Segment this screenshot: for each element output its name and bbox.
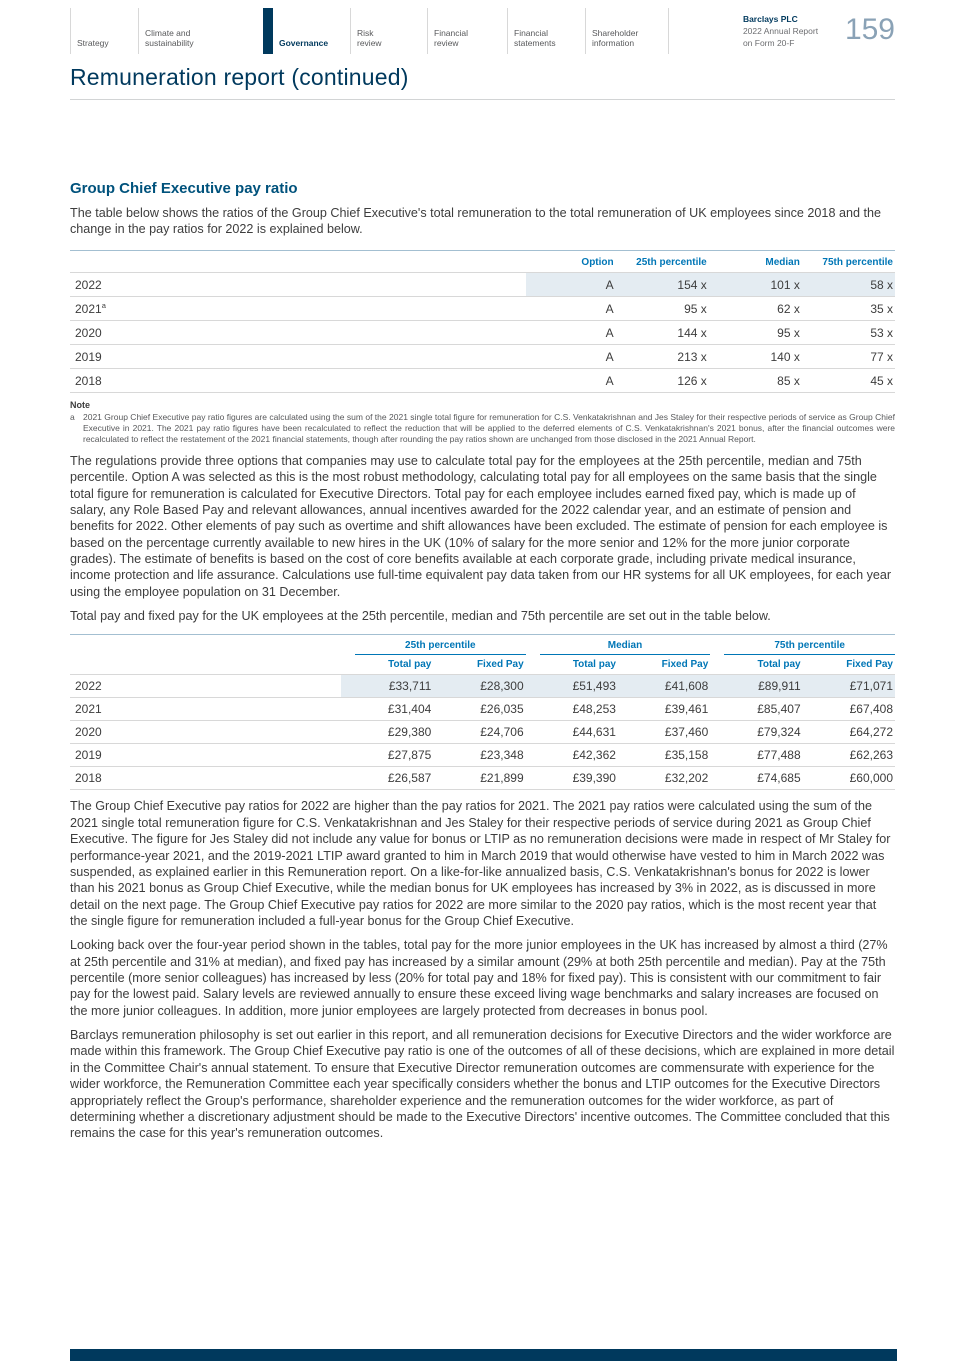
table-row [70,272,895,296]
value-cell: 95 x [616,296,709,320]
year-cell: 2020 [70,721,341,744]
value-cell: £23,348 [433,744,525,767]
value-cell: £24,706 [433,721,525,744]
table-row [70,767,895,790]
nav-tab-label: Strategy [77,38,109,49]
footnote-marker: a [101,300,106,310]
table-row [70,744,895,767]
value-cell: A [526,344,616,368]
value-cell: £39,461 [618,698,710,721]
empty-header-cell [70,635,341,656]
value-cell: 213 x [616,344,709,368]
nav-tab-financial-review[interactable] [427,8,507,54]
value-cell: £62,263 [803,744,895,767]
table-row [70,320,895,344]
value-cell: £35,158 [618,744,710,767]
value-cell: 126 x [616,368,709,392]
value-cell: £32,202 [618,767,710,790]
value-cell: £21,899 [433,767,525,790]
footnote-text: 2021 Group Chief Executive pay ratio figures are calculated using the sum of the 2021 single total figure for remuneration for C.S. Venkatakrishnan and Jes Staley for their respective periods of service as Group Chief Executive in 2021. The 2021 pay ratio figures have been recalculated to reflect the reduction that will be applied to the deferred elements of C.S. Venkatakrishnan's 2021 bonus, after the financial outcomes were recalculated to reflect the restatement of the 2021 financial statements, though after rounding the pay ratios shown are unchanged from those disclosed in the 2021 Annual Report. [83,411,895,444]
nav-tab-risk-review[interactable] [350,8,427,54]
column-header-fixed-pay: Fixed Pay [618,655,710,675]
column-header-25th: 25th percentile [616,250,709,272]
column-header-total-pay: Total pay [341,655,433,675]
brand-name: Barclays PLC [742,14,798,24]
year-cell: 2018 [70,767,341,790]
value-cell: £79,324 [710,721,802,744]
footnote-section [70,400,895,445]
year-cell: 2021$^a$ [70,296,526,320]
value-cell: £74,685 [710,767,802,790]
value-cell: £37,460 [618,721,710,744]
value-cell: £85,407 [710,698,802,721]
value-cell: £60,000 [803,767,895,790]
body-paragraph: Looking back over the four-year period shown in the tables, total pay for the more junior employees in the UK has increased by almost a third (27% at 25th percentile and 31% at median), and fixed pay has increased by a similar amount (29% at both 25th percentile and median). Pay at the 75th percentile (more senior colleagues) has increased by less (20% for total pay and 18% for fixed pay). This is consistent with our commitment to fair pay for the lowest paid. Salary levels are reviewed annually to ensure these exceed living wage benchmarks and salary increases are focused on the more junior colleagues. In addition, more junior employees are largely protected from decreases in bonus pool. [70,938,888,1018]
nav-tab-label: Risk review [357,27,382,49]
value-cell: 77 x [802,344,895,368]
value-cell: 140 x [709,344,802,368]
footnote-label: Note [70,399,90,410]
column-header-75th: 75th percentile [802,250,895,272]
year-cell: 2021 [70,698,341,721]
nav-tab-shareholder-information[interactable] [585,8,668,54]
brand-report-title: 2022 Annual Report [742,25,819,36]
pay-ratio-table [70,250,895,393]
value-cell: £26,587 [341,767,433,790]
sub-header-row [70,655,895,675]
main-content [70,180,895,1142]
value-cell: £48,253 [526,698,618,721]
column-header-total-pay: Total pay [526,655,618,675]
table-row [70,296,895,320]
table-row [70,675,895,698]
value-cell: 58 x [802,272,895,296]
footer-bar [70,1349,897,1361]
column-header-median: Median [709,250,802,272]
nav-tab-strategy[interactable] [70,8,138,54]
year-cell: 2020 [70,320,526,344]
group-header-median: Median [526,635,711,656]
body-paragraph: Total pay and fixed pay for the UK employees at the 25th percentile, median and 75th percentile are set out in the table below. [70,609,771,624]
year-cell: 2018 [70,368,526,392]
value-cell: 101 x [709,272,802,296]
nav-tab-label: Climate and sustainability [145,27,194,49]
nav-tab-financial-statements[interactable] [507,8,585,54]
footnote-item [70,412,895,445]
column-header-total-pay: Total pay [710,655,802,675]
value-cell: £64,272 [803,721,895,744]
pay-levels-table [70,634,895,790]
value-cell: 53 x [802,320,895,344]
value-cell: £31,404 [341,698,433,721]
year-cell: 2022 [70,272,526,296]
value-cell: £29,380 [341,721,433,744]
title-rule [70,99,895,100]
value-cell: A [526,320,616,344]
value-cell: 154 x [616,272,709,296]
value-cell: £28,300 [433,675,525,698]
value-cell: £44,631 [526,721,618,744]
page-title: Remuneration report (continued) [70,64,409,90]
empty-header-cell [70,250,526,272]
column-header-fixed-pay: Fixed Pay [433,655,525,675]
empty-header-cell [70,655,341,675]
section-intro: The table below shows the ratios of the Group Chief Executive's total remuneration to the total remuneration of UK employees since 2018 and the change in the pay ratios for 2022 is explained below. [70,206,881,237]
report-brand-block [743,8,845,54]
nav-tab-label: Governance [279,38,329,49]
value-cell: A [526,272,616,296]
body-paragraph: The regulations provide three options that companies may use to calculate total pay for the employees at the 25th percentile, median and 75th percentile. Option A was selected as this is the most robust methodology, calculating total pay for all employees on the same basis that the single total figure for remuneration is calculated for Executive Directors. Total pay for each employee includes earned fixed pay, which is made up of salary, any Role Based Pay and relevant allowances, annual incentives awarded for the 2022 calendar year, and an estimate of pension and benefits for 2022. Other elements of pay such as overtime and shift allowances have been excluded. The estimate of pension for each employee is based on the percentage currently available to new hires in the UK (10% of salary for the more senior and 12% for the more junior corporate grades). The estimate of benefits is based on the cost of core benefits available at each corporate grade, including private medical insurance, income protection and life assurance. Calculations use full-time equivalent pay data taken from our HR systems for all UK employees, for each year using the employee population on 31 December. [70,453,892,599]
value-cell: £42,362 [526,744,618,767]
value-cell: 35 x [802,296,895,320]
value-cell: 45 x [802,368,895,392]
nav-divider [668,8,743,54]
value-cell: £71,071 [803,675,895,698]
page-number: 159 [844,13,895,46]
value-cell: £51,493 [526,675,618,698]
value-cell: £26,035 [433,698,525,721]
value-cell: A [526,296,616,320]
group-header-25th: 25th percentile [341,635,526,656]
column-header-fixed-pay: Fixed Pay [803,655,895,675]
brand-form: on Form 20-F [742,37,795,48]
column-header-option: Option [526,250,616,272]
value-cell: £41,608 [618,675,710,698]
top-navigation [70,8,895,54]
value-cell: 95 x [709,320,802,344]
nav-tab-climate-and-sustainability[interactable] [138,8,263,54]
nav-tab-label: Financial statements [514,27,556,49]
value-cell: A [526,368,616,392]
body-paragraph: Barclays remuneration philosophy is set out earlier in this report, and all remuneration decisions for Executive Directors and the wider workforce are made within this framework. The Group Chief Executive pay ratio is one of the outcomes of all of these decisions, which are explained in more detail in the Committee Chair's annual statement. To ensure that Executive Director remuneration outcomes are commensurate with experience for the wider workforce, the Remuneration Committee each year specifically considers whether the bonus and LTIP outcomes for the Executive Directors appropriately reflect the Group's performance, shareholder experience and the remuneration outcomes for the wider workforce, as part of determining whether a discretionary adjustment should be made to the Executive Directors' incentive outcomes. The Committee concluded that this remains the case for this year's remuneration outcomes. [70,1028,895,1141]
footnote-marker: a [70,411,75,422]
table-row [70,721,895,744]
group-header-row [70,635,895,656]
body-paragraph: The Group Chief Executive pay ratios for 2022 are higher than the pay ratios for 2021. The 2021 pay ratios were calculated using the sum of the 2021 single total remuneration figure for C.S. Venkatakrishnan and Jes Staley for their respective periods of service during 2021 as Group Chief Executive. The figure for Jes Staley did not include any value for bonus or LTIP as no remuneration decisions were made in respect of Mr Staley for performance-year 2021, and the 2019-2021 LTIP award granted to him in March 2019 that would otherwise have vested to him in March 2022 was suspended, as explained earlier in this Remuneration report. On a like-for-like annualized basis, C.S. Venkatakrishnan's bonus for 2022 is lower than his 2021 bonus as Group Chief Executive, while the median bonus for UK employees has increased by 3% in 2022, as is discussed in more detail on the next page. The Group Chief Executive pay ratios for 2022 are more similar to the 2020 pay ratios, which is the most recent year that the single figure for remuneration included a full-year bonus for the Group Chief Executive. [70,799,891,928]
value-cell: £33,711 [341,675,433,698]
value-cell: £89,911 [710,675,802,698]
nav-tab-governance[interactable] [263,8,350,54]
section-heading: Group Chief Executive pay ratio [70,180,298,197]
table-header-row [70,250,895,272]
year-cell: 2019 [70,744,341,767]
value-cell: £77,488 [710,744,802,767]
table-row [70,344,895,368]
value-cell: 85 x [709,368,802,392]
group-header-75th: 75th percentile [710,635,895,656]
table-row [70,698,895,721]
nav-tab-label: Financial review [434,27,469,49]
year-cell: 2022 [70,675,341,698]
value-cell: £39,390 [526,767,618,790]
year-cell: 2019 [70,344,526,368]
nav-tab-label: Shareholder information [592,27,639,49]
table-row [70,368,895,392]
value-cell: 62 x [709,296,802,320]
value-cell: £27,875 [341,744,433,767]
value-cell: £67,408 [803,698,895,721]
value-cell: 144 x [616,320,709,344]
